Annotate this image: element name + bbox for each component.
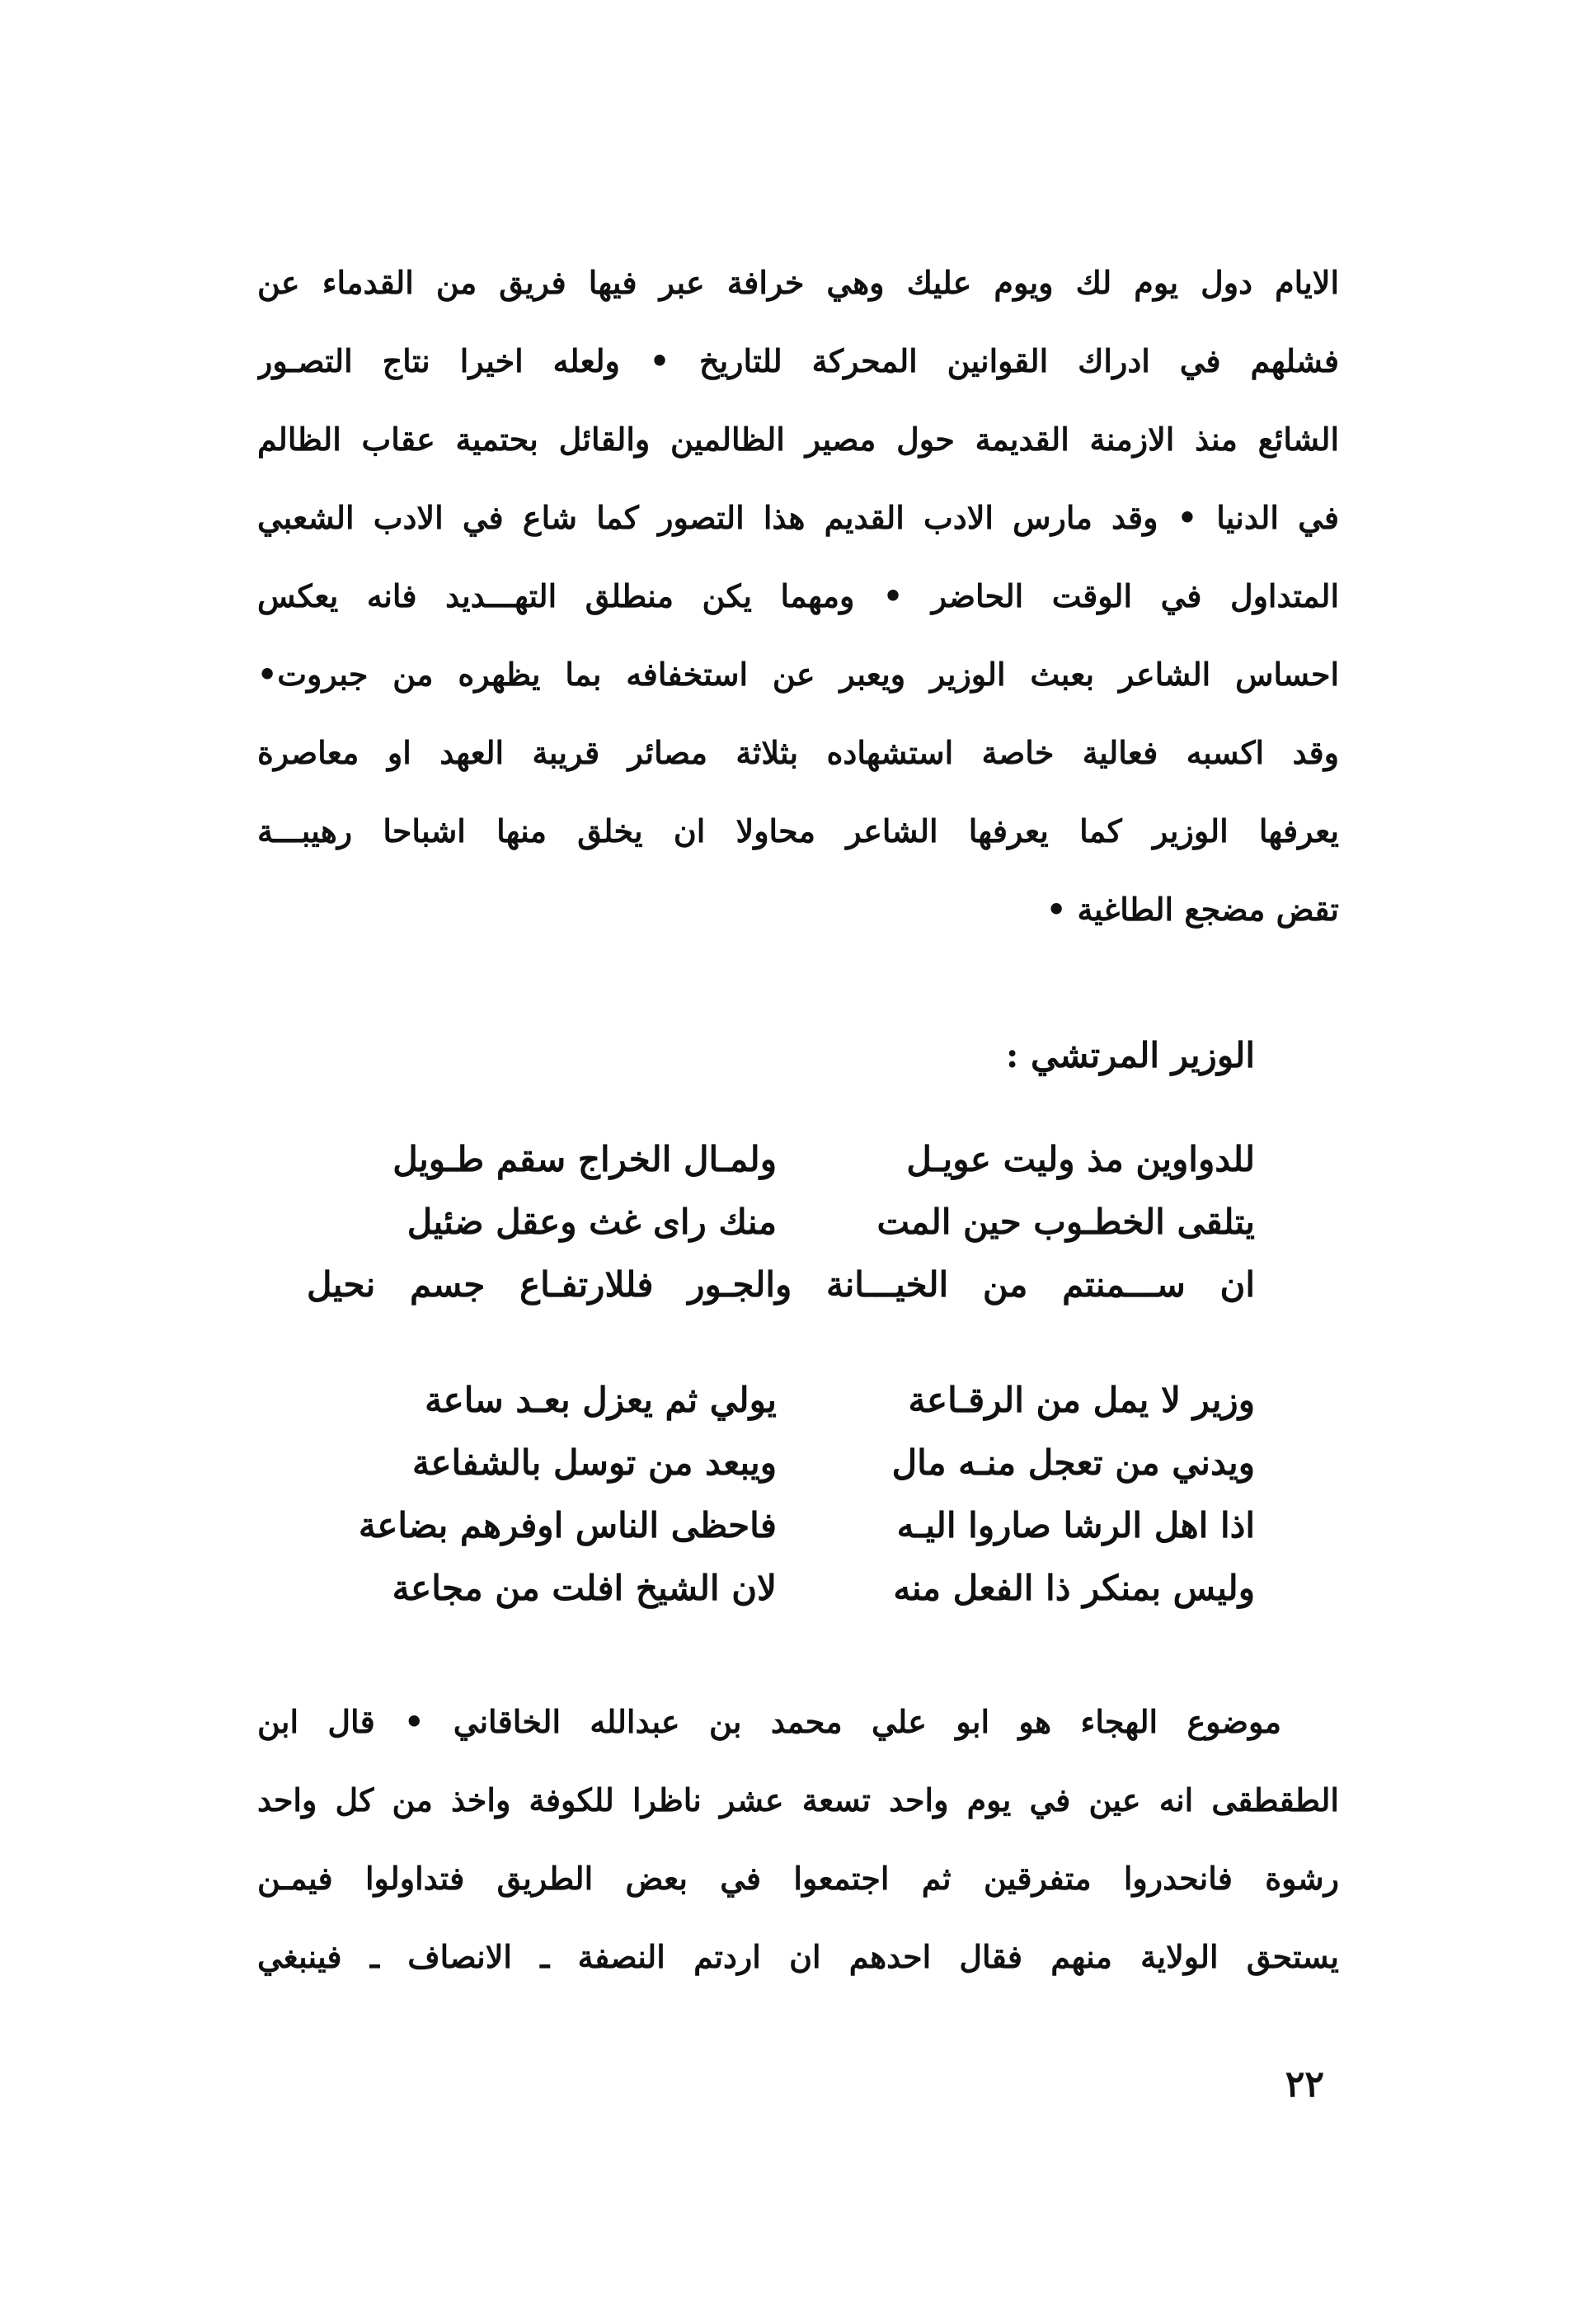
poem-verse [307, 1432, 1255, 1494]
page-number: ٢٢ [1285, 2063, 1324, 2105]
paragraph-commentary [257, 1682, 1339, 1996]
text-line: الشائع منذ الازمنة القديمة حول مصير الظالمين والقائل بحتمية عقاب الظالم [257, 421, 1339, 458]
poem-verse [307, 1494, 1255, 1557]
verse-first-hemistich: للدواوين مذ وليت عويـل [906, 1139, 1255, 1179]
verse-first-hemistich: يتلقى الخطـوب حين المت [876, 1202, 1255, 1242]
text-line: موضوع الهجاء هو ابو علي محمد بن عبدالله الخاقاني • قال ابن [257, 1703, 1281, 1740]
poem-verse [307, 1128, 1255, 1191]
poem-verse [307, 1557, 1255, 1620]
poem-verse [307, 1191, 1255, 1254]
verse-second-hemistich: منك راى غث وعقل ضئيل [406, 1202, 777, 1242]
text-line: فشلهم في ادراك القوانين المحركة للتاريخ • ولعله اخيرا نتاج التصـور [257, 342, 1339, 379]
verse-first-hemistich: اذا اهل الرشا صاروا اليـه [896, 1505, 1255, 1545]
verse-second-hemistich: لان الشيخ افلت من مجاعة [392, 1568, 777, 1608]
verse-second-hemistich: فاحظى الناس اوفرهم بضاعة [358, 1505, 777, 1545]
text-line: الطقطقى انه عين في يوم واحد تسعة عشر ناظرا للكوفة واخذ من كل واحد [257, 1781, 1339, 1818]
text-line: المتداول في الوقت الحاضر • ومهما يكن منطلق التهـــديد فانه يعكس [257, 577, 1339, 614]
verse-second-hemistich: يولي ثم يعزل بعـد ساعة [425, 1380, 777, 1420]
poem-stanza-1 [307, 1128, 1255, 1316]
verse-first-hemistich: وليس بمنكر ذا الفعل منه [893, 1568, 1255, 1608]
text-line: وقد اكسبه فعالية خاصة استشهاده بثلاثة مصائر قريبة العهد او معاصرة [257, 734, 1339, 771]
poem-verse [307, 1369, 1255, 1432]
paragraph-intro [257, 243, 1339, 948]
verse-second-hemistich: ولمـال الخراج سقم طـويل [392, 1139, 777, 1179]
poem-stanza-2 [307, 1369, 1255, 1620]
text-line: رشوة فانحدروا متفرقين ثم اجتمعوا في بعض الطريق فتداولوا فيمـن [257, 1860, 1339, 1897]
verse-first-hemistich: وزير لا يمل من الرقـاعة [908, 1380, 1255, 1420]
text-line: تقض مضجع الطاغية • [1046, 891, 1339, 928]
verse-full-line: ان ســـمنتم من الخيـــانة والجـور فللارتفـاع جسم نحيل [307, 1264, 1255, 1305]
verse-second-hemistich: ويبعد من توسل بالشفاعة [411, 1442, 777, 1483]
text-line: في الدنيا • وقد مارس الادب القديم هذا التصور كما شاع في الادب الشعبي [257, 499, 1339, 536]
text-line: الايام دول يوم لك ويوم عليك وهي خرافة عبر فيها فريق من القدماء عن [257, 264, 1339, 301]
verse-first-hemistich: ويدني من تعجل منـه مال [891, 1442, 1255, 1483]
text-line: يعرفها الوزير كما يعرفها الشاعر محاولا ان يخلق منها اشباحا رهيبـــة [257, 812, 1339, 849]
section-heading: الوزير المرتشي : [1005, 1035, 1255, 1075]
text-line: احساس الشاعر بعبث الوزير ويعبر عن استخفافه بما يظهره من جبروت• [257, 656, 1339, 693]
text-line: يستحق الولاية منهم فقال احدهم ان اردتم النصفة ـ الانصاف ـ فينبغي [257, 1938, 1339, 1975]
poem-verse [307, 1254, 1255, 1316]
